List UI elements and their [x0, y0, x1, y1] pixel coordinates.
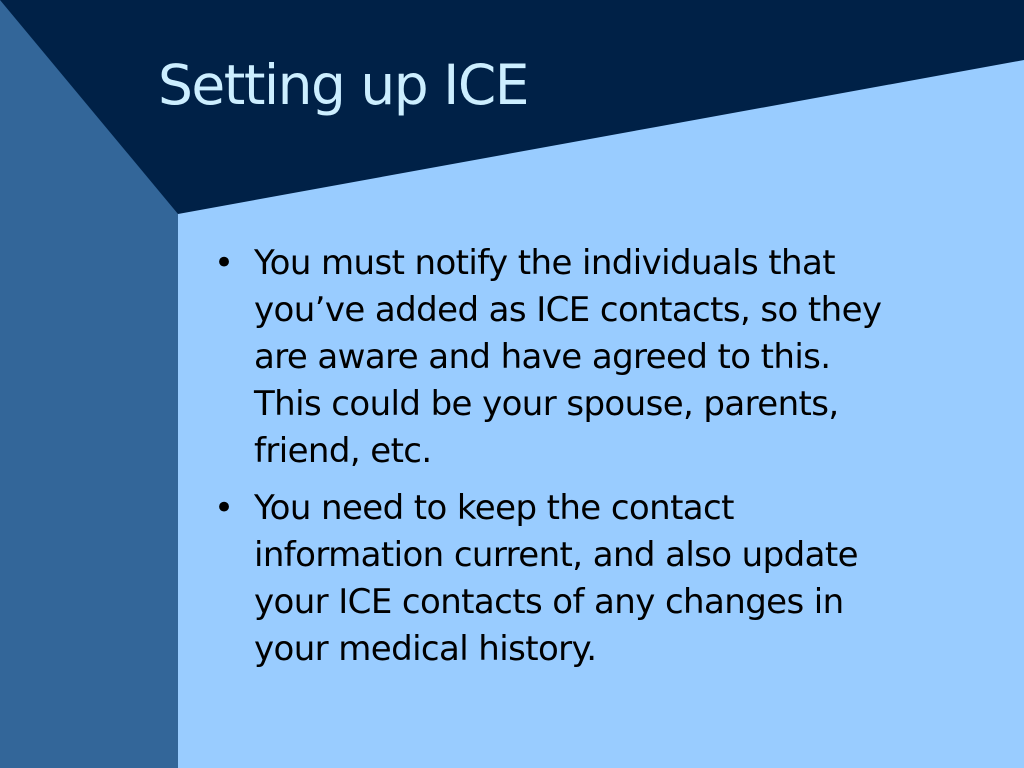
slide-title: Setting up ICE — [158, 53, 529, 117]
bullet-text: You need to keep the contact information current, and also update your ICE contacts of any changes in your medical history. — [254, 488, 858, 669]
bullet-list — [214, 240, 904, 683]
bullet-text: You must notify the individuals that you’ve added as ICE contacts, so they are aware and have agreed to this. This could be your spouse, parents, friend, etc. — [254, 243, 882, 471]
bullet-item — [214, 240, 904, 475]
bullet-dot: • — [214, 243, 234, 283]
bullet-dot: • — [214, 488, 234, 528]
bullet-item — [214, 485, 904, 673]
